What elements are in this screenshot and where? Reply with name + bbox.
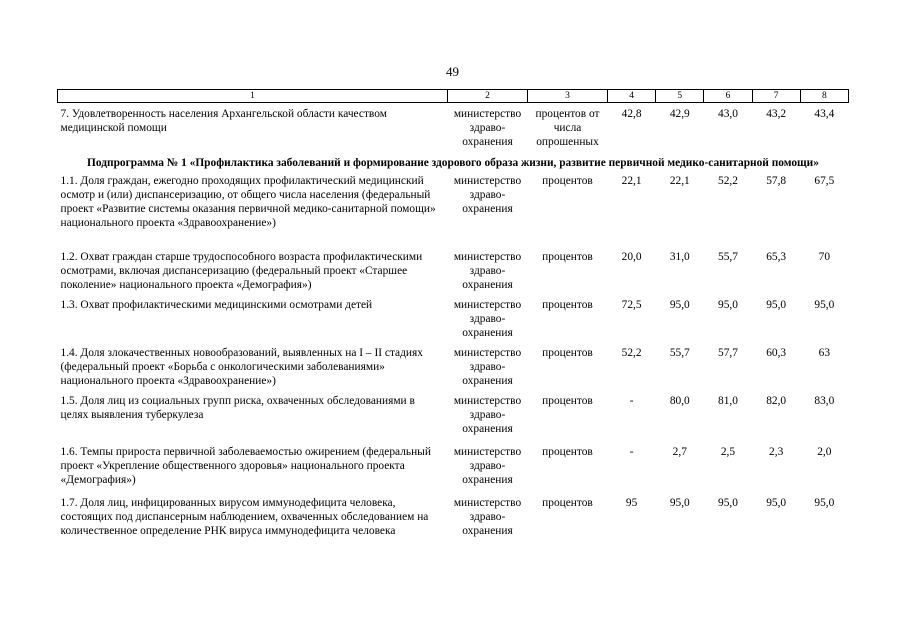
column-number-cell: 2 [448,90,528,103]
indicator-row [58,394,849,445]
indicator-name: 1.3. Охват профилактическими медицинскими осмотрами детей [60,299,373,311]
unit-of-measure: процентов [542,299,593,311]
indicator-value: 80,0 [669,395,690,407]
unit-of-measure: процентов [542,175,593,187]
indicator-value: 2,0 [817,446,832,458]
responsible-org: министерство здраво-охранения [453,251,522,291]
indicator-value: 95,0 [766,299,787,311]
indicator-name: 1.7. Доля лиц, инфицированных вирусом иммунодефицита человека, состоящих под диспансерным наблюдением, охваченных обследованием на количественное определение РНК вируса иммунодефицита человека [60,497,429,537]
responsible-org: министерство здраво-охранения [453,446,522,486]
indicator-value: 20,0 [621,251,642,263]
indicator-value: 2,7 [672,446,687,458]
indicator-value: 83,0 [814,395,835,407]
indicator-name: 1.5. Доля лиц из социальных групп риска, охваченных обследованиями в целях выявления туберкулеза [60,395,415,421]
column-number-cell: 7 [752,90,800,103]
indicator-value: 95,0 [718,299,738,311]
unit-of-measure: процентов от числа опрошенных [535,108,600,148]
indicator-value: 60,3 [766,347,787,359]
indicator-value: - [629,446,634,458]
indicator-value: 52,2 [718,175,738,187]
indicator-row [58,496,849,544]
indicator-value: 43,0 [718,108,738,120]
indicator-value: 2,5 [720,446,736,458]
indicator-value: 95,0 [669,299,690,311]
indicator-value: 22,1 [621,175,642,187]
indicator-value: 2,3 [769,446,784,458]
indicator-name: 1.1. Доля граждан, ежегодно проходящих профилактический медицинский осмотр и (или) диспансеризацию, от общего числа населения (федеральный проект «Развитие системы оказания первичной медико-санитарной помощи» национального проекта «Здравоохранение») [60,175,436,229]
indicator-row [58,250,849,298]
indicator-value: 43,2 [766,108,787,120]
indicator-row [58,103,849,150]
indicator-value: 22,1 [669,175,690,187]
indicator-value: 57,7 [718,347,738,359]
indicator-value: 81,0 [718,395,738,407]
indicator-value: 95 [625,497,638,509]
subprogram-heading: Подпрограмма № 1 «Профилактика заболеваний и формирование здорового образа жизни, развитие первичной медико-санитарной помощи» [87,157,819,169]
indicator-value: 72,5 [621,299,642,311]
unit-of-measure: процентов [542,395,593,407]
indicator-value: 52,2 [621,347,642,359]
column-number-cell: 5 [656,90,704,103]
indicator-value: 95,0 [669,497,690,509]
indicator-name: 1.2. Охват граждан старше трудоспособного возраста профилактическими осмотрами, включая диспансеризацию (федеральный проект «Старшее поколение» национального проекта «Демография») [60,251,423,291]
indicator-value: 43,4 [814,108,835,120]
indicator-row [58,174,849,250]
table-body [58,103,849,545]
column-number-cell: 3 [528,90,608,103]
indicator-value: 95,0 [718,497,738,509]
column-number-cell: 8 [800,90,848,103]
responsible-org: министерство здраво-охранения [453,497,522,537]
indicator-value: 57,8 [766,175,787,187]
column-number-cell: 6 [704,90,752,103]
indicator-value: 70 [818,251,831,263]
indicator-value: 55,7 [669,347,690,359]
column-number-cell: 4 [608,90,656,103]
indicator-value: 42,8 [621,108,642,120]
indicator-value: 55,7 [718,251,738,263]
unit-of-measure: процентов [542,497,593,509]
indicator-name: 7. Удовлетворенность населения Архангельской области качеством медицинской помощи [60,108,387,134]
responsible-org: министерство здраво-охранения [453,347,522,387]
indicator-row [58,346,849,394]
column-number-row [58,90,849,103]
unit-of-measure: процентов [542,347,593,359]
indicator-value: 31,0 [669,251,690,263]
responsible-org: министерство здраво-охранения [453,175,522,215]
column-number-cell: 1 [58,90,448,103]
responsible-org: министерство здраво-охранения [453,299,522,339]
indicator-value: 42,9 [669,108,690,120]
indicator-name: 1.4. Доля злокачественных новообразований, выявленных на I – II стадиях (федеральный проект «Борьба с онкологическими заболеваниями» национального проекта «Здравоохранение») [60,347,423,387]
indicators-table [57,89,849,544]
indicator-value: 95,0 [766,497,787,509]
indicator-row [58,298,849,346]
responsible-org: министерство здраво-охранения [453,395,522,435]
unit-of-measure: процентов [542,446,593,458]
page-number: 49 [446,64,459,79]
indicator-value: 67,5 [814,175,835,187]
indicator-value: 82,0 [766,395,787,407]
indicator-value: 95,0 [814,497,835,509]
indicator-value: 63 [818,347,831,359]
indicator-row [58,445,849,496]
responsible-org: министерство здраво-охранения [453,108,522,148]
indicator-value: 95,0 [814,299,835,311]
indicator-name: 1.6. Темпы прироста первичной заболеваемостью ожирением (федеральный проект «Укрепление общественного здоровья» национального проекта «Демография») [60,446,431,486]
subprogram-heading-row [58,149,849,174]
indicator-value: - [629,395,634,407]
indicator-value: 65,3 [766,251,787,263]
unit-of-measure: процентов [542,251,593,263]
